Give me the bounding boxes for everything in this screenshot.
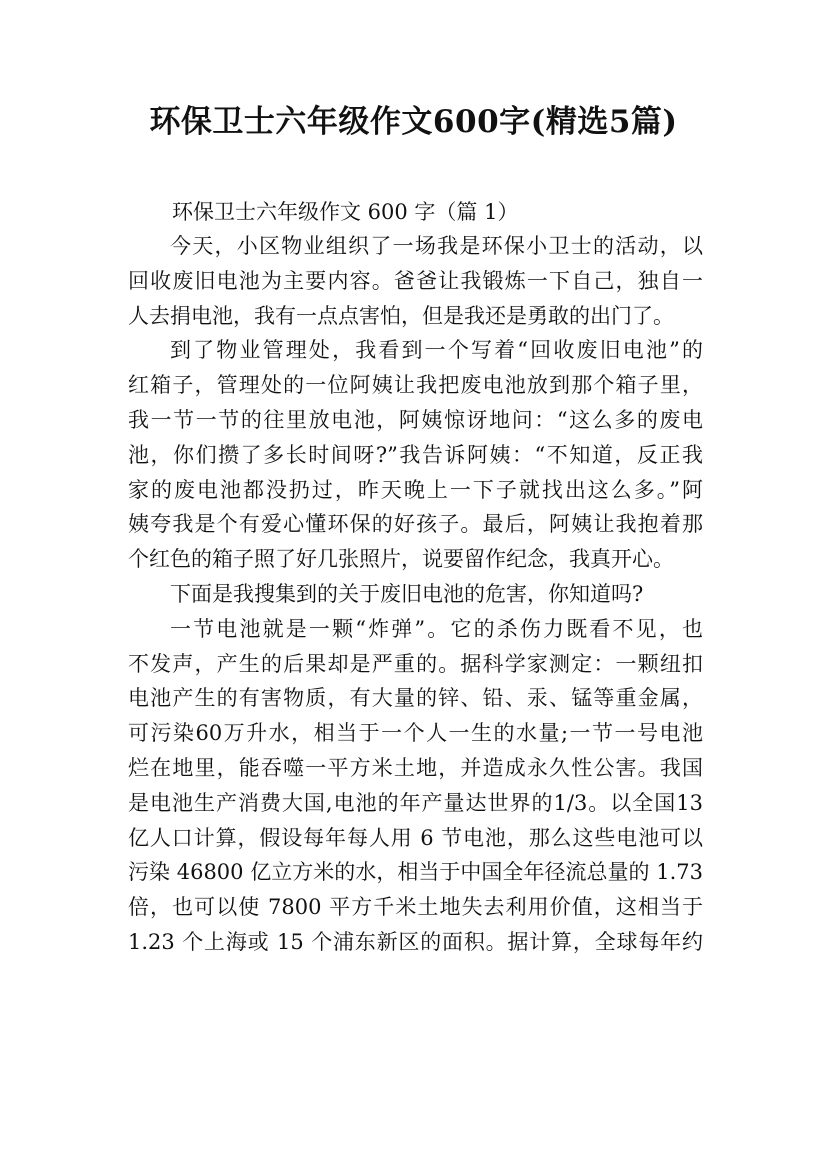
section-heading: 环保卫士六年级作文 600 字（篇 1） bbox=[172, 200, 519, 224]
paragraph-line: 个红色的箱子照了好几张照片，说要留作纪念，我真开心。 bbox=[128, 547, 674, 572]
paragraph-line: 今天，小区物业组织了一场我是环保小卫士的活动，以 bbox=[170, 234, 703, 258]
paragraph-line: 是电池生产消费大国,电池的年产量达世界的1/3。以全国13 bbox=[128, 790, 703, 815]
paragraph-line: 一节电池就是一颗“炸弹”。它的杀伤力既看不见，也 bbox=[170, 616, 703, 641]
paragraph-line: 1.23 个上海或 15 个浦东新区的面积。据计算，全球每年约 bbox=[128, 929, 703, 954]
paragraph-line: 可污染60万升水，相当于一个人一生的水量;一节一号电池 bbox=[128, 721, 703, 746]
paragraph-line: 到了物业管理处，我看到一个写着“回收废旧电池”的 bbox=[170, 338, 703, 363]
paragraph-line: 亿人口计算，假设每年每人用 6 节电池，那么这些电池可以 bbox=[128, 825, 703, 850]
document-title: 环保卫士六年级作文600字(精选5篇) bbox=[149, 104, 678, 140]
paragraph-line: 下面是我搜集到的关于废旧电池的危害，你知道吗? bbox=[170, 581, 644, 606]
paragraph-line: 池，你们攒了多长时间呀?”我告诉阿姨：“不知道，反正我 bbox=[128, 442, 703, 467]
paragraph-line: 倍，也可以使 7800 平方千米土地失去利用价值，这相当于 bbox=[128, 895, 703, 920]
paragraph-line: 电池产生的有害物质，有大量的锌、铅、汞、锰等重金属， bbox=[128, 686, 703, 711]
paragraph-line: 我一节一节的往里放电池，阿姨惊讶地问：“这么多的废电 bbox=[128, 407, 703, 432]
paragraph-line: 回收废旧电池为主要内容。爸爸让我锻炼一下自己，独自一 bbox=[128, 268, 703, 293]
paragraph-line: 红箱子，管理处的一位阿姨让我把废电池放到那个箱子里， bbox=[128, 373, 703, 398]
paragraph-line: 污染 46800 亿立方米的水，相当于中国全年径流总量的 1.73 bbox=[128, 860, 703, 885]
paragraph-line: 人去捐电池，我有一点点害怕，但是我还是勇敢的出门了。 bbox=[128, 303, 674, 328]
paragraph-line: 姨夸我是个有爱心懂环保的好孩子。最后，阿姨让我抱着那 bbox=[128, 512, 703, 537]
paragraph-line: 不发声，产生的后果却是严重的。据科学家测定：一颗纽扣 bbox=[128, 651, 703, 676]
paragraph-line: 家的废电池都没扔过，昨天晚上一下子就找出这么多。”阿 bbox=[128, 477, 703, 502]
paragraph-line: 烂在地里，能吞噬一平方米土地，并造成永久性公害。我国 bbox=[128, 755, 703, 780]
body-text bbox=[128, 229, 703, 960]
